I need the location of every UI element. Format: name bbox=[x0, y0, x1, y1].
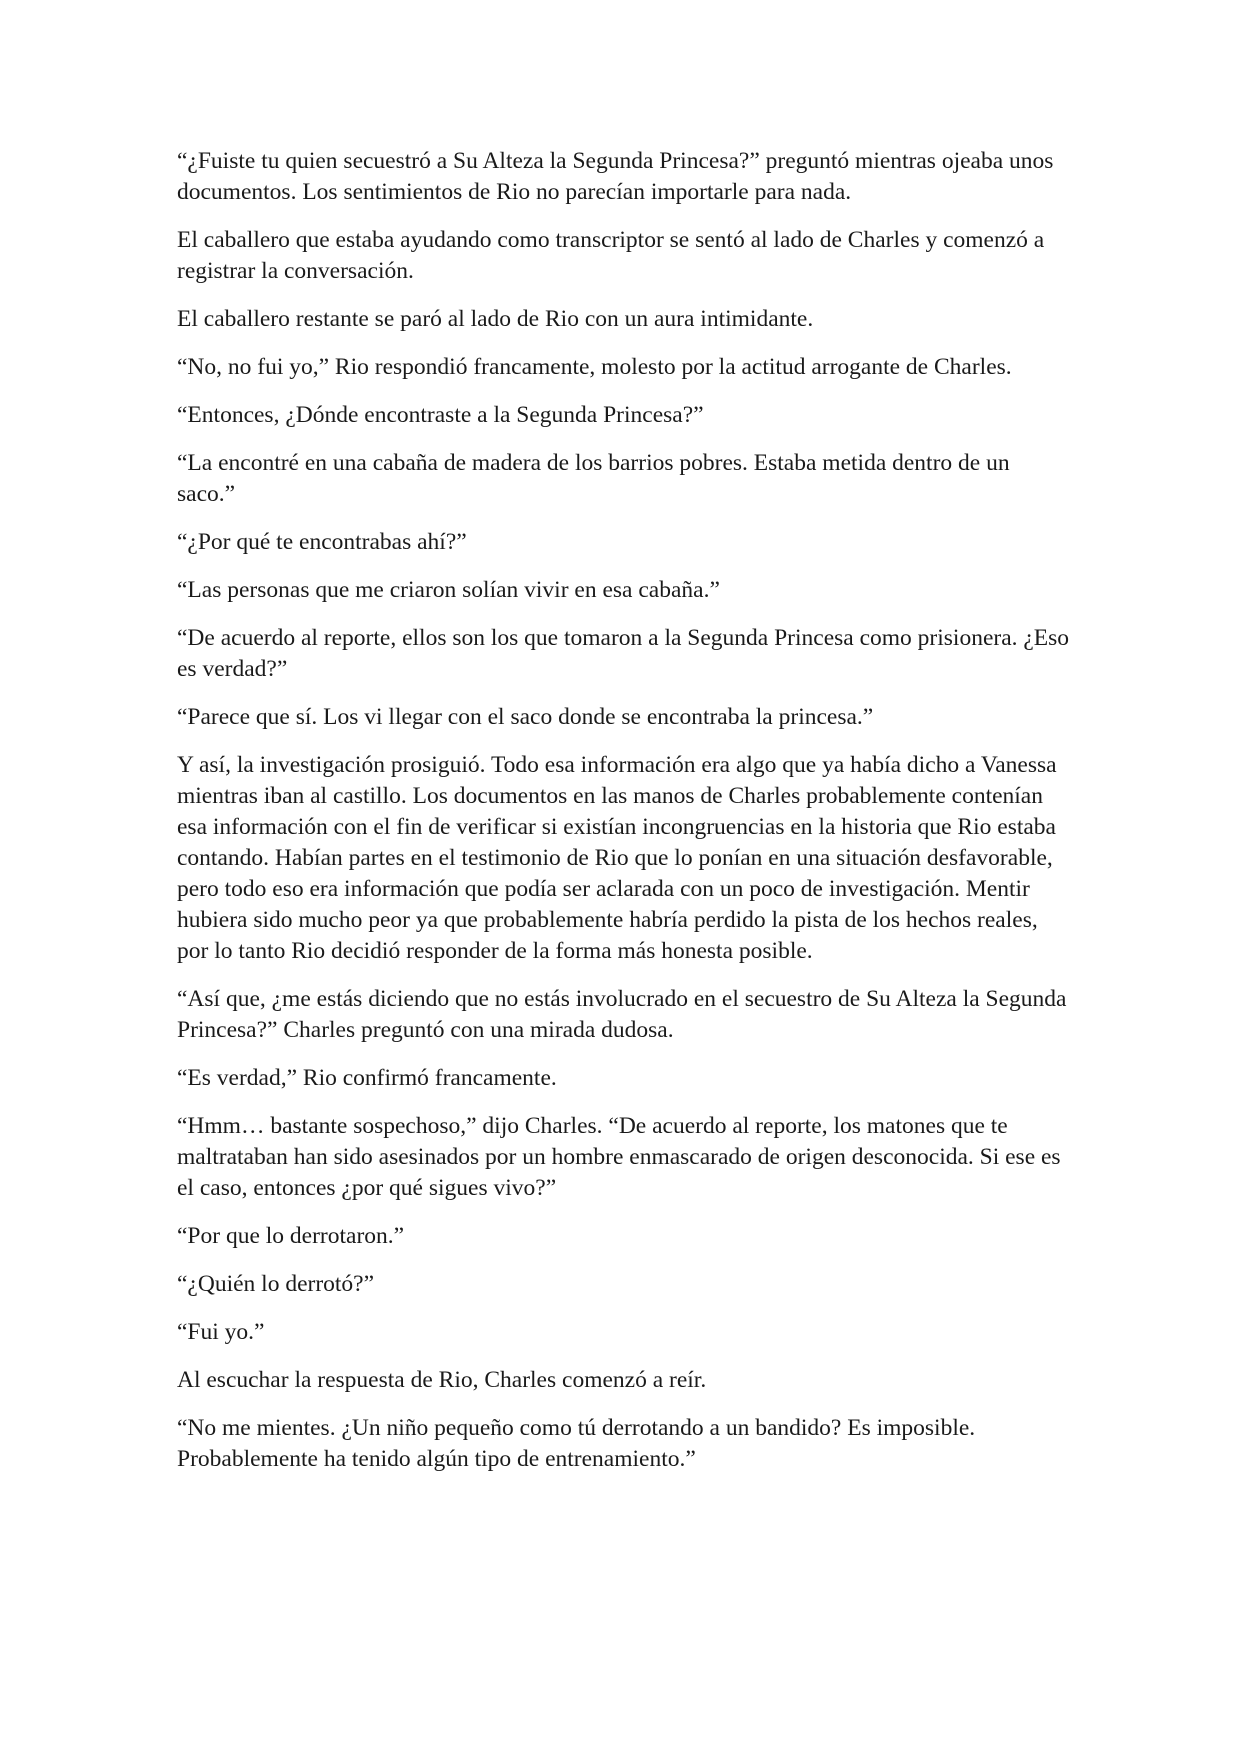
paragraph: “De acuerdo al reporte, ellos son los que tomaron a la Segunda Princesa como prisionera. ¿Eso es verdad?” bbox=[177, 625, 1070, 682]
paragraph: “Parece que sí. Los vi llegar con el saco donde se encontraba la princesa.” bbox=[177, 704, 874, 730]
paragraph: El caballero que estaba ayudando como transcriptor se sentó al lado de Charles y comenzó a registrar la conversación. bbox=[177, 227, 1045, 284]
paragraph: “¿Por qué te encontrabas ahí?” bbox=[177, 529, 467, 555]
paragraph: “No me mientes. ¿Un niño pequeño como tú derrotando a un bandido? Es imposible. Probablemente ha tenido algún tipo de entrenamiento.” bbox=[177, 1415, 976, 1472]
paragraph: “Por que lo derrotaron.” bbox=[177, 1223, 405, 1249]
paragraph: Al escuchar la respuesta de Rio, Charles comenzó a reír. bbox=[177, 1367, 707, 1393]
paragraph: “Fui yo.” bbox=[177, 1319, 265, 1345]
paragraph: “¿Fuiste tu quien secuestró a Su Alteza la Segunda Princesa?” preguntó mientras ojeaba unos documentos. Los sentimientos de Rio no parecían importarle para nada. bbox=[177, 148, 1054, 205]
paragraph: “Es verdad,” Rio confirmó francamente. bbox=[177, 1065, 557, 1091]
paragraph: “No, no fui yo,” Rio respondió francamente, molesto por la actitud arrogante de Charles. bbox=[177, 354, 1012, 380]
paragraph: “Entonces, ¿Dónde encontraste a la Segunda Princesa?” bbox=[177, 402, 704, 428]
paragraph: “Hmm… bastante sospechoso,” dijo Charles. “De acuerdo al reporte, los matones que te maltrataban han sido asesinados por un hombre enmascarado de origen desconocida. Si ese es el caso, entonces ¿por qué sigues vivo?” bbox=[177, 1113, 1061, 1201]
paragraph: El caballero restante se paró al lado de Rio con un aura intimidante. bbox=[177, 306, 814, 332]
paragraph: “Las personas que me criaron solían vivir en esa cabaña.” bbox=[177, 577, 720, 603]
paragraph: “¿Quién lo derrotó?” bbox=[177, 1271, 375, 1297]
paragraph: “Así que, ¿me estás diciendo que no estás involucrado en el secuestro de Su Alteza la Segunda Princesa?” Charles preguntó con una mirada dudosa. bbox=[177, 986, 1067, 1043]
paragraph: Y así, la investigación prosiguió. Todo esa información era algo que ya había dicho a Vanessa mientras iban al castillo. Los documentos en las manos de Charles probablemente contenían esa información con el fin de verificar si existían incongruencias en la historia que Rio estaba contando. Habían partes en el testimonio de Rio que lo ponían en una situación desfavorable, pero todo eso era información que podía ser aclarada con un poco de investigación. Mentir hubiera sido mucho peor ya que probablemente habría perdido la pista de los hechos reales, por lo tanto Rio decidió responder de la forma más honesta posible. bbox=[177, 752, 1057, 964]
paragraph: “La encontré en una cabaña de madera de los barrios pobres. Estaba metida dentro de un saco.” bbox=[177, 450, 1010, 507]
document-body bbox=[177, 146, 1073, 1492]
